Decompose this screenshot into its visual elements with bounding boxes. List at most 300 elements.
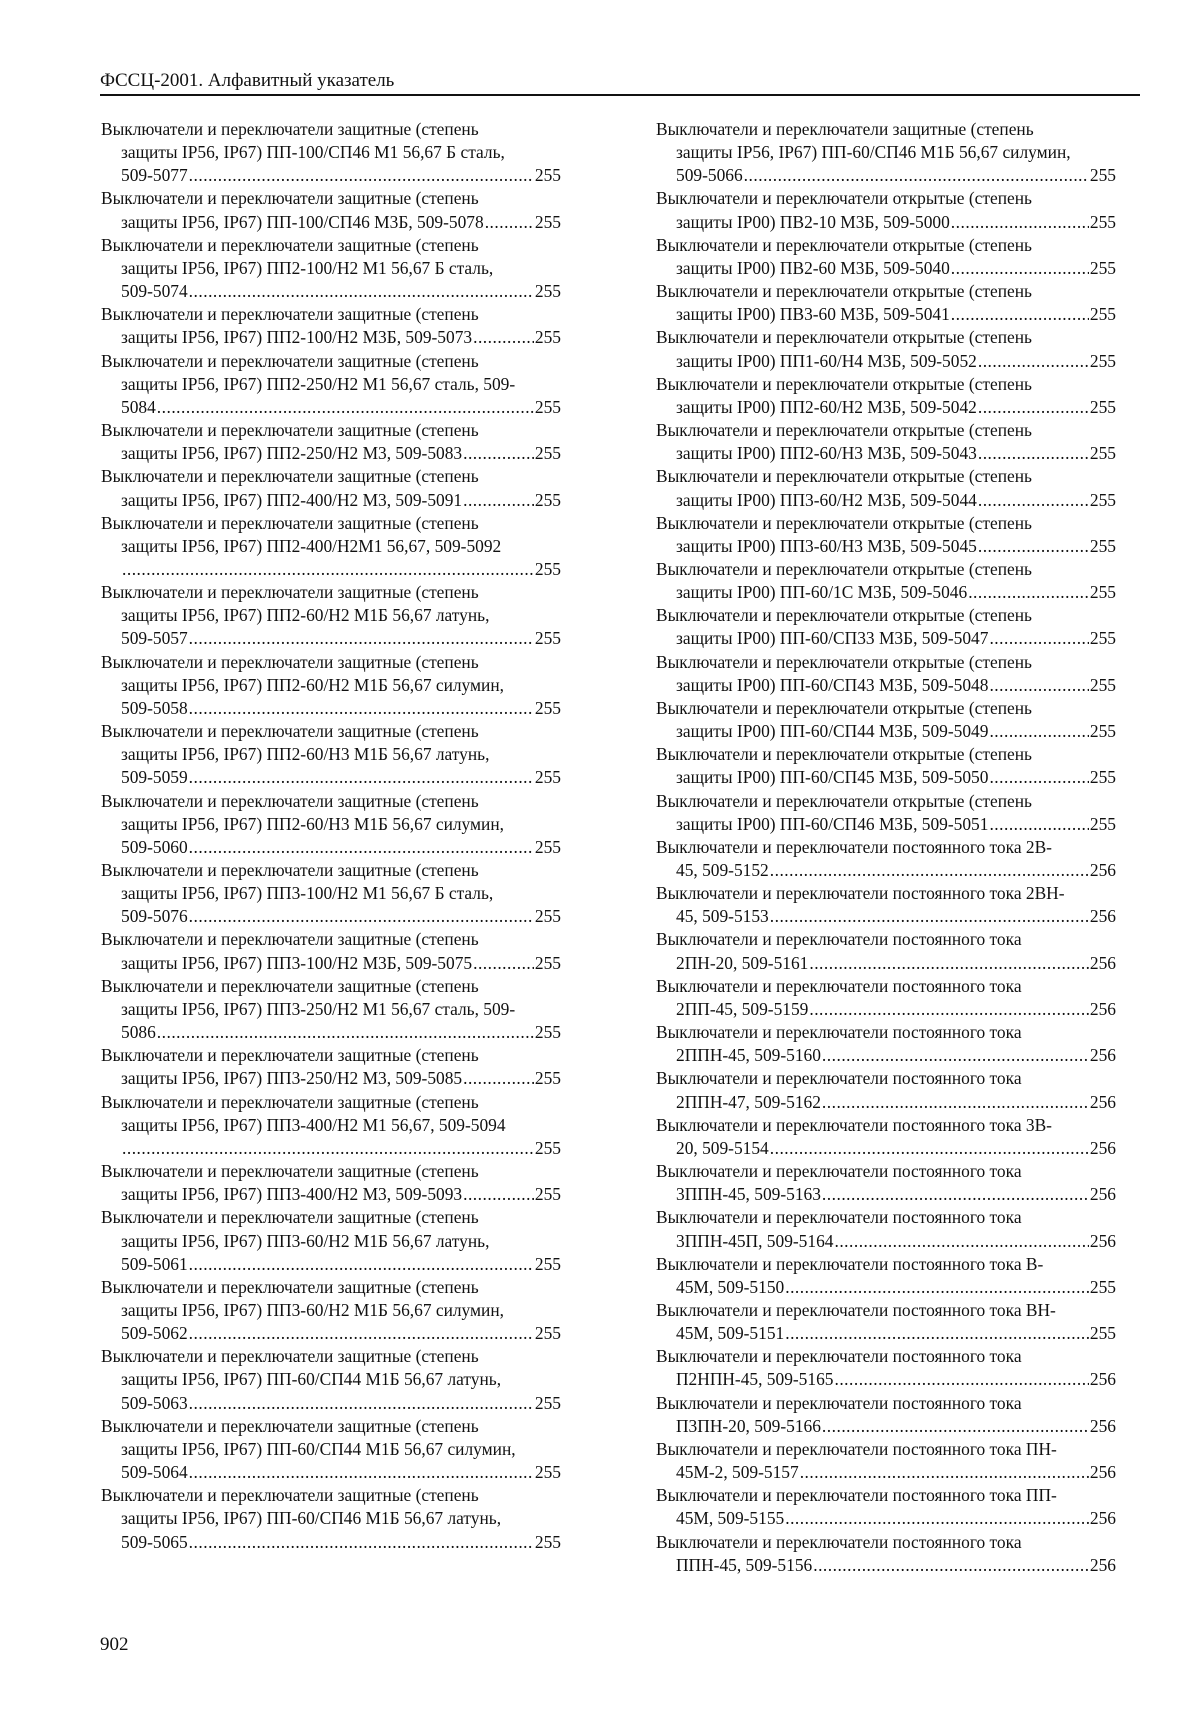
entry-page-ref: 255	[1089, 443, 1116, 464]
entry-heading: Выключатели и переключатели открытые (степень	[656, 420, 1032, 441]
index-entry	[656, 234, 1116, 280]
dot-leader	[951, 257, 1089, 280]
dot-leader	[989, 720, 1088, 743]
entry-reference-line	[101, 952, 561, 975]
index-entry	[101, 1345, 561, 1414]
entry-heading: Выключатели и переключатели постоянного тока	[656, 929, 1022, 950]
entry-heading: Выключатели и переключатели защитные (степень	[101, 651, 479, 672]
dot-leader	[463, 1067, 534, 1090]
dot-leader	[822, 1091, 1089, 1114]
index-entry	[656, 187, 1116, 233]
dot-leader	[157, 396, 534, 419]
entry-reference-line	[656, 1461, 1116, 1484]
entry-heading: Выключатели и переключатели постоянного тока	[656, 1392, 1022, 1413]
entry-continuation: защиты IP56, IP67) ПП-60/СП44 М1Б 56,67 латунь,	[121, 1369, 502, 1390]
entry-page-ref: 256	[1089, 998, 1116, 1019]
index-entry	[656, 1345, 1116, 1391]
entry-heading: Выключатели и переключатели защитные (степень	[101, 1207, 479, 1228]
entry-reference-line	[101, 164, 561, 187]
entry-code: 45М-2, 509-5157	[676, 1462, 799, 1483]
entry-heading: Выключатели и переключатели защитные (степень	[101, 1485, 479, 1506]
entry-heading: Выключатели и переключатели постоянного тока	[656, 1346, 1022, 1367]
dot-leader	[989, 766, 1088, 789]
entry-heading: Выключатели и переключатели открытые (степень	[656, 651, 1032, 672]
entry-page-ref: 256	[1089, 1415, 1116, 1436]
entry-page-ref: 255	[1089, 582, 1116, 603]
entry-heading: Выключатели и переключатели открытые (степень	[656, 466, 1032, 487]
entry-code: 509-5059	[121, 767, 188, 788]
entry-reference-line	[101, 489, 561, 512]
index-column-right	[656, 118, 1116, 1577]
entry-heading: Выключатели и переключатели постоянного тока 2ВН-	[656, 883, 1065, 904]
entry-page-ref: 255	[534, 952, 561, 973]
entry-code: 509-5058	[121, 697, 188, 718]
dot-leader	[122, 558, 534, 581]
entry-heading: Выключатели и переключатели открытые (степень	[656, 697, 1032, 718]
entry-page-ref: 255	[534, 836, 561, 857]
entry-continuation: защиты IP56, IP67) ПП3-400/Н2 М1 56,67, 509-5094	[121, 1114, 506, 1135]
index-entry	[656, 1484, 1116, 1530]
entry-continuation: защиты IP56, IP67) ПП-60/СП44 М1Б 56,67 силумин,	[121, 1438, 516, 1459]
entry-continuation: защиты IP56, IP67) ПП3-60/Н2 М1Б 56,67 силумин,	[121, 1299, 504, 1320]
entry-reference-line	[656, 442, 1116, 465]
entry-heading: Выключатели и переключатели открытые (степень	[656, 744, 1032, 765]
index-entry	[101, 187, 561, 233]
entry-page-ref: 255	[1089, 396, 1116, 417]
dot-leader	[157, 1021, 534, 1044]
index-entry	[101, 1276, 561, 1345]
index-entry	[101, 581, 561, 650]
entry-continuation: защиты IP56, IP67) ПП2-60/Н2 М1Б 56,67 силумин,	[121, 674, 504, 695]
entry-code: 45М, 509-5150	[676, 1276, 785, 1297]
entry-heading: Выключатели и переключатели защитные (степень	[101, 1045, 479, 1066]
entry-continuation: защиты IP56, IP67) ПП2-60/Н2 М1Б 56,67 латунь,	[121, 605, 490, 626]
entry-heading: Выключатели и переключатели защитные (степень	[101, 721, 479, 742]
entry-code: защиты IP56, IP67) ПП2-100/Н2 М3Б, 509-5073	[121, 327, 473, 348]
index-entry	[101, 1415, 561, 1484]
dot-leader	[473, 326, 534, 349]
entry-code: защиты IP00) ПВ3-60 М3Б, 509-5041	[676, 304, 950, 325]
dot-leader	[485, 211, 534, 234]
entry-reference-line	[101, 558, 561, 581]
entry-page-ref: 255	[534, 628, 561, 649]
dot-leader	[189, 164, 534, 187]
entry-reference-line	[656, 1507, 1116, 1530]
entry-heading: Выключатели и переключатели защитные (степень	[101, 420, 479, 441]
entry-code: защиты IP00) ПП-60/СП46 М3Б, 509-5051	[676, 813, 989, 834]
entry-reference-line	[101, 1253, 561, 1276]
dot-leader	[189, 280, 534, 303]
entry-page-ref: 256	[1089, 1369, 1116, 1390]
entry-reference-line	[656, 257, 1116, 280]
dot-leader	[744, 164, 1089, 187]
entry-code: защиты IP00) ПП2-60/Н2 М3Б, 509-5042	[676, 396, 977, 417]
entry-reference-line	[656, 581, 1116, 604]
dot-leader	[978, 350, 1089, 373]
entry-reference-line	[656, 905, 1116, 928]
entry-code: защиты IP00) ПП3-60/Н2 М3Б, 509-5044	[676, 489, 977, 510]
entry-reference-line	[656, 1044, 1116, 1067]
entry-page-ref: 255	[534, 1068, 561, 1089]
entry-code: 509-5057	[121, 628, 188, 649]
index-entry	[656, 1392, 1116, 1438]
dot-leader	[978, 442, 1089, 465]
dot-leader	[785, 1507, 1089, 1530]
dot-leader	[978, 489, 1089, 512]
entry-heading: Выключатели и переключатели защитные (степень	[101, 1346, 479, 1367]
entry-code: ППН-45, 509-5156	[676, 1554, 813, 1575]
entry-continuation: защиты IP56, IP67) ПП3-60/Н2 М1Б 56,67 латунь,	[121, 1230, 490, 1251]
index-entry	[656, 1067, 1116, 1113]
entry-page-ref: 255	[534, 1462, 561, 1483]
dot-leader	[770, 905, 1089, 928]
entry-code: 509-5076	[121, 906, 188, 927]
entry-code: 20, 509-5154	[676, 1137, 769, 1158]
entry-heading: Выключатели и переключатели защитные (степень	[101, 304, 479, 325]
dot-leader	[951, 303, 1089, 326]
entry-page-ref: 255	[534, 211, 561, 232]
entry-code: защиты IP56, IP67) ПП3-250/Н2 М3, 509-5085	[121, 1068, 463, 1089]
entry-page-ref: 255	[534, 697, 561, 718]
entry-code: защиты IP00) ПП-60/СП44 М3Б, 509-5049	[676, 721, 989, 742]
dot-leader	[189, 1322, 534, 1345]
dot-leader	[989, 674, 1088, 697]
entry-reference-line	[656, 813, 1116, 836]
entry-continuation: защиты IP56, IP67) ПП2-250/Н2 М1 56,67 сталь, 509-	[121, 373, 516, 394]
dot-leader	[968, 581, 1089, 604]
entry-page-ref: 255	[1089, 721, 1116, 742]
entry-reference-line	[656, 674, 1116, 697]
entry-heading: Выключатели и переключатели открытые (степень	[656, 281, 1032, 302]
index-entry	[101, 1484, 561, 1553]
entry-reference-line	[656, 350, 1116, 373]
entry-code: защиты IP56, IP67) ПП2-250/Н2 М3, 509-5083	[121, 443, 463, 464]
entry-heading: Выключатели и переключатели защитные (степень	[101, 1161, 479, 1182]
entry-reference-line	[101, 1322, 561, 1345]
index-entry	[101, 975, 561, 1044]
entry-page-ref: 256	[1089, 906, 1116, 927]
entry-reference-line	[656, 164, 1116, 187]
dot-leader	[834, 1368, 1088, 1391]
entry-reference-line	[101, 697, 561, 720]
entry-reference-line	[101, 766, 561, 789]
entry-continuation: защиты IP56, IP67) ПП-60/СП46 М1Б 56,67 силумин,	[676, 142, 1071, 163]
entry-page-ref: 255	[1089, 813, 1116, 834]
entry-reference-line	[656, 766, 1116, 789]
entry-heading: Выключатели и переключатели открытые (степень	[656, 188, 1032, 209]
entry-code: 509-5077	[121, 165, 188, 186]
dot-leader	[978, 396, 1089, 419]
entry-page-ref: 255	[534, 1531, 561, 1552]
dot-leader	[189, 836, 534, 859]
index-entry	[101, 790, 561, 859]
entry-reference-line	[101, 1531, 561, 1554]
index-entry	[656, 697, 1116, 743]
entry-heading: Выключатели и переключатели открытые (степень	[656, 234, 1032, 255]
entry-reference-line	[656, 1230, 1116, 1253]
entry-page-ref: 255	[1089, 489, 1116, 510]
entry-code: 45, 509-5153	[676, 906, 769, 927]
entry-heading: Выключатели и переключатели постоянного тока 2В-	[656, 836, 1052, 857]
entry-page-ref: 256	[1089, 1137, 1116, 1158]
entry-page-ref: 255	[534, 396, 561, 417]
entry-heading: Выключатели и переключатели постоянного тока	[656, 1207, 1022, 1228]
entry-page-ref: 255	[534, 327, 561, 348]
index-entry	[656, 512, 1116, 558]
entry-reference-line	[656, 1322, 1116, 1345]
entry-heading: Выключатели и переключатели защитные (степень	[101, 234, 479, 255]
dot-leader	[189, 1392, 534, 1415]
index-entry	[101, 1044, 561, 1090]
entry-reference-line	[101, 396, 561, 419]
entry-code: 509-5064	[121, 1462, 188, 1483]
entry-heading: Выключатели и переключатели защитные (степень	[101, 512, 479, 533]
entry-heading: Выключатели и переключатели защитные (степень	[101, 1091, 479, 1112]
entry-heading: Выключатели и переключатели защитные (степень	[101, 350, 479, 371]
index-entry	[101, 651, 561, 720]
entry-reference-line	[656, 1183, 1116, 1206]
entry-code: 2ППН-45, 509-5160	[676, 1045, 821, 1066]
entry-reference-line	[656, 627, 1116, 650]
dot-leader	[189, 1253, 534, 1276]
entry-heading: Выключатели и переключатели открытые (степень	[656, 512, 1032, 533]
dot-leader	[800, 1461, 1089, 1484]
entry-page-ref: 256	[1089, 860, 1116, 880]
entry-code: защиты IP00) ПВ2-10 М3Б, 509-5000	[676, 211, 950, 232]
entry-page-ref: 255	[1089, 535, 1116, 556]
entry-reference-line	[101, 905, 561, 928]
entry-reference-line	[656, 303, 1116, 326]
index-entry	[656, 651, 1116, 697]
index-entry	[656, 836, 1116, 882]
entry-heading: Выключатели и переключатели открытые (степень	[656, 605, 1032, 626]
dot-leader	[951, 211, 1089, 234]
entry-code: 509-5074	[121, 281, 188, 302]
entry-heading: Выключатели и переключатели открытые (степень	[656, 790, 1032, 811]
entry-page-ref: 255	[1089, 257, 1116, 278]
dot-leader	[473, 952, 534, 975]
entry-heading: Выключатели и переключатели постоянного тока ПН-	[656, 1438, 1057, 1459]
entry-reference-line	[656, 998, 1116, 1021]
index-entry	[656, 118, 1116, 187]
index-entry	[101, 928, 561, 974]
index-entry	[101, 465, 561, 511]
entry-heading: Выключатели и переключатели постоянного тока	[656, 1531, 1022, 1552]
entry-heading: Выключатели и переключатели защитные (степень	[101, 1276, 479, 1297]
index-entry	[101, 1206, 561, 1275]
running-header	[100, 68, 1140, 96]
entry-page-ref: 255	[534, 558, 561, 579]
entry-reference-line	[656, 859, 1116, 882]
index-entry	[101, 234, 561, 303]
header-title: ФССЦ-2001. Алфавитный указатель	[100, 70, 395, 91]
entry-continuation: защиты IP56, IP67) ПП2-400/Н2М1 56,67, 509-5092	[121, 535, 502, 556]
page-number: 902	[100, 1634, 129, 1655]
entry-code: 2ПП-45, 509-5159	[676, 998, 809, 1019]
entry-heading: Выключатели и переключатели постоянного тока В-	[656, 1253, 1044, 1274]
dot-leader	[189, 766, 534, 789]
dot-leader	[989, 813, 1088, 836]
dot-leader	[770, 859, 1089, 882]
entry-reference-line	[656, 396, 1116, 419]
entry-heading: Выключатели и переключатели открытые (степень	[656, 558, 1032, 579]
index-column-left	[101, 118, 561, 1554]
index-entry	[656, 604, 1116, 650]
dot-leader	[822, 1415, 1089, 1438]
dot-leader	[785, 1276, 1089, 1299]
entry-code: 45М, 509-5155	[676, 1508, 785, 1529]
entry-heading: Выключатели и переключатели защитные (степень	[101, 860, 479, 880]
dot-leader	[463, 442, 534, 465]
dot-leader	[463, 489, 534, 512]
entry-code: защиты IP00) ПП3-60/Н3 М3Б, 509-5045	[676, 535, 977, 556]
entry-code: 2ППН-47, 509-5162	[676, 1091, 821, 1112]
index-entry	[656, 1021, 1116, 1067]
entry-code: защиты IP56, IP67) ПП2-400/Н2 М3, 509-5091	[121, 489, 463, 510]
entry-code: 509-5065	[121, 1531, 188, 1552]
entry-heading: Выключатели и переключатели постоянного тока ВН-	[656, 1299, 1056, 1320]
index-entry	[656, 1206, 1116, 1252]
entry-page-ref: 256	[1089, 1554, 1116, 1575]
index-entry	[656, 1531, 1116, 1577]
entry-code: 5084	[121, 396, 156, 417]
entry-reference-line	[101, 1137, 561, 1160]
entry-code: защиты IP56, IP67) ПП3-100/Н2 М3Б, 509-5075	[121, 952, 473, 973]
index-entry	[101, 303, 561, 349]
index-entry	[101, 350, 561, 419]
entry-reference-line	[101, 1392, 561, 1415]
entry-reference-line	[656, 489, 1116, 512]
entry-continuation: защиты IP56, IP67) ПП-60/СП46 М1Б 56,67 латунь,	[121, 1508, 502, 1529]
entry-continuation: защиты IP56, IP67) ПП3-250/Н2 М1 56,67 сталь, 509-	[121, 998, 516, 1019]
index-entry	[101, 118, 561, 187]
entry-code: защиты IP00) ПВ2-60 М3Б, 509-5040	[676, 257, 950, 278]
entry-heading: Выключатели и переключатели защитные (степень	[656, 119, 1034, 139]
entry-reference-line	[101, 627, 561, 650]
entry-page-ref: 255	[1089, 674, 1116, 695]
index-entry	[656, 326, 1116, 372]
entry-code: 509-5066	[676, 165, 743, 186]
entry-code: защиты IP00) ПП-60/СП33 М3Б, 509-5047	[676, 628, 989, 649]
entry-code: 509-5063	[121, 1392, 188, 1413]
dot-leader	[189, 627, 534, 650]
index-entry	[656, 790, 1116, 836]
entry-code: 3ППН-45, 509-5163	[676, 1184, 821, 1205]
dot-leader	[122, 1137, 534, 1160]
entry-code: 45, 509-5152	[676, 860, 769, 880]
entry-code: 509-5062	[121, 1323, 188, 1344]
dot-leader	[463, 1183, 534, 1206]
entry-reference-line	[656, 1368, 1116, 1391]
entry-heading: Выключатели и переключатели постоянного тока 3В-	[656, 1114, 1052, 1135]
entry-code: 45М, 509-5151	[676, 1323, 785, 1344]
entry-page-ref: 255	[534, 1137, 561, 1158]
entry-heading: Выключатели и переключатели постоянного тока	[656, 1068, 1022, 1089]
index-entry	[656, 465, 1116, 511]
entry-page-ref: 255	[1089, 767, 1116, 788]
entry-page-ref: 255	[534, 1392, 561, 1413]
entry-heading: Выключатели и переключатели постоянного тока	[656, 975, 1022, 996]
entry-page-ref: 255	[1089, 211, 1116, 232]
index-entry	[656, 743, 1116, 789]
entry-page-ref: 255	[534, 1323, 561, 1344]
index-entry	[656, 558, 1116, 604]
entry-code: защиты IP00) ПП1-60/Н4 М3Б, 509-5052	[676, 350, 977, 371]
entry-heading: Выключатели и переключатели защитные (степень	[101, 790, 479, 811]
dot-leader	[978, 535, 1089, 558]
index-entry	[101, 1091, 561, 1160]
entry-page-ref: 256	[1089, 1230, 1116, 1251]
entry-page-ref: 255	[534, 767, 561, 788]
entry-code: 2ПН-20, 509-5161	[676, 952, 809, 973]
entry-reference-line	[656, 535, 1116, 558]
entry-reference-line	[101, 280, 561, 303]
entry-page-ref: 255	[1089, 350, 1116, 371]
entry-reference-line	[656, 952, 1116, 975]
entry-page-ref: 255	[534, 443, 561, 464]
entry-page-ref: 256	[1089, 1508, 1116, 1529]
entry-heading: Выключатели и переключатели защитные (степень	[101, 119, 479, 139]
entry-page-ref: 255	[1089, 165, 1116, 186]
entry-reference-line	[101, 442, 561, 465]
index-entry	[656, 882, 1116, 928]
index-entry	[656, 1160, 1116, 1206]
entry-page-ref: 255	[1089, 304, 1116, 325]
entry-reference-line	[101, 1183, 561, 1206]
entry-code: защиты IP00) ПП-60/1С М3Б, 509-5046	[676, 582, 968, 603]
index-entry	[656, 280, 1116, 326]
dot-leader	[770, 1137, 1089, 1160]
entry-reference-line	[101, 1461, 561, 1484]
entry-code: П2НПН-45, 509-5165	[676, 1369, 834, 1390]
index-entry	[101, 1160, 561, 1206]
dot-leader	[822, 1183, 1089, 1206]
entry-page-ref: 255	[1089, 1276, 1116, 1297]
index-entry	[656, 1114, 1116, 1160]
entry-reference-line	[101, 1021, 561, 1044]
index-entry	[656, 419, 1116, 465]
entry-code: защиты IP00) ПП-60/СП45 М3Б, 509-5050	[676, 767, 989, 788]
entry-heading: Выключатели и переключатели защитные (степень	[101, 975, 479, 996]
dot-leader	[189, 697, 534, 720]
entry-code: защиты IP00) ПП2-60/Н3 М3Б, 509-5043	[676, 443, 977, 464]
entry-code: 509-5060	[121, 836, 188, 857]
index-entry	[656, 373, 1116, 419]
dot-leader	[813, 1554, 1089, 1577]
entry-page-ref: 256	[1089, 952, 1116, 973]
entry-page-ref: 255	[1089, 1323, 1116, 1344]
entry-reference-line	[656, 1276, 1116, 1299]
dot-leader	[989, 627, 1088, 650]
entry-reference-line	[656, 1091, 1116, 1114]
entry-page-ref: 255	[534, 1253, 561, 1274]
entry-reference-line	[101, 326, 561, 349]
entry-reference-line	[101, 836, 561, 859]
entry-heading: Выключатели и переключатели защитные (степень	[101, 188, 479, 209]
index-entry	[101, 720, 561, 789]
entry-page-ref: 256	[1089, 1091, 1116, 1112]
entry-continuation: защиты IP56, IP67) ПП2-60/Н3 М1Б 56,67 латунь,	[121, 744, 490, 765]
entry-reference-line	[656, 1137, 1116, 1160]
entry-code: 5086	[121, 1022, 156, 1043]
index-entry	[656, 928, 1116, 974]
entry-heading: Выключатели и переключатели открытые (степень	[656, 373, 1032, 394]
entry-page-ref: 255	[534, 906, 561, 927]
entry-reference-line	[656, 211, 1116, 234]
entry-page-ref: 255	[534, 489, 561, 510]
index-entry	[101, 512, 561, 581]
entry-code: 3ППН-45П, 509-5164	[676, 1230, 834, 1251]
